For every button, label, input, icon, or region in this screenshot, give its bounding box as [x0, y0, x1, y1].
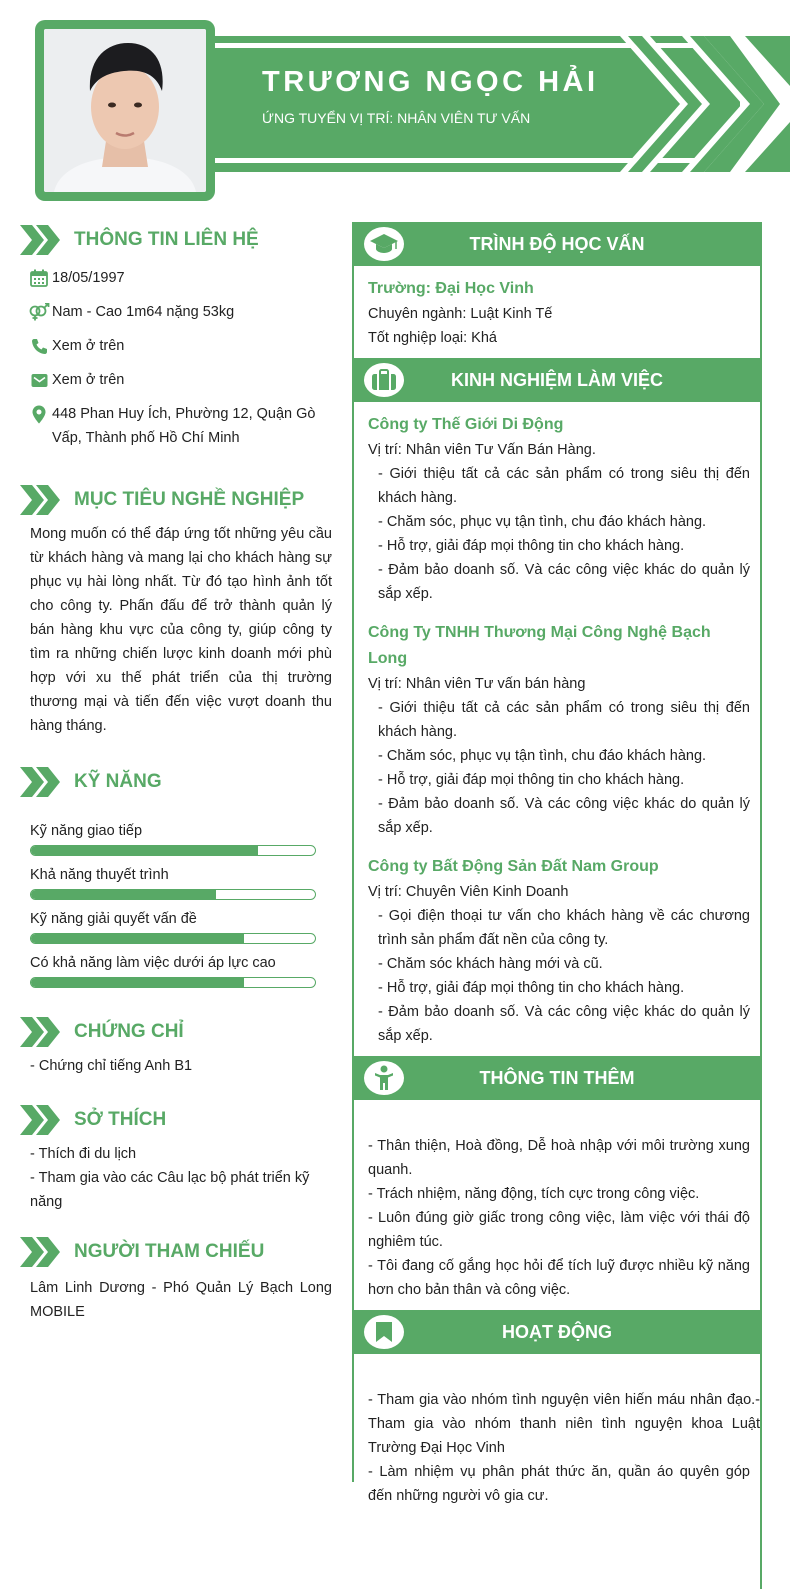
job-task: - Hỗ trợ, giải đáp mọi thông tin cho khách hàng. [378, 772, 685, 788]
skill-level-bar [30, 977, 316, 988]
phone-icon [28, 334, 50, 358]
school-name: Trường: Đại Học Vinh [368, 280, 534, 297]
double-chevron-icon [20, 485, 68, 515]
right-column [352, 222, 762, 1504]
double-chevron-icon [20, 767, 68, 797]
briefcase-icon [364, 363, 404, 397]
graduation-cap-icon [364, 227, 404, 261]
job-task: - Gọi điện thoại tư vấn cho khách hàng về các chương trình sản phẩm đất nền của công ty. [378, 908, 750, 948]
company-name: Công ty Thế Giới Di Động [368, 416, 564, 433]
double-chevron-icon [20, 1237, 68, 1267]
skill-level-fill [31, 846, 258, 855]
skill-level-bar [30, 845, 316, 856]
hobby-item: - Tham gia vào các Câu lạc bộ phát triển kỹ năng [30, 1170, 310, 1210]
person-icon [364, 1061, 404, 1095]
candidate-name: TRƯƠNG NGỌC HẢI [262, 66, 599, 98]
header [0, 0, 790, 210]
major: Chuyên ngành: Luật Kinh Tế [368, 306, 553, 322]
double-chevron-icon [20, 1105, 68, 1135]
job-task: - Đảm bảo doanh số. Và các công việc khác do quản lý sắp xếp. [378, 1004, 750, 1044]
section-title: MỤC TIÊU NGHỀ NGHIỆP [74, 489, 305, 510]
profile-photo-frame [35, 20, 215, 201]
extra-item: - Tôi đang cố gắng học hỏi để tích luỹ được nhiều kỹ năng hơn cho bản thân và công việc. [368, 1258, 750, 1298]
bookmark-icon [364, 1315, 404, 1349]
email-icon [28, 368, 50, 392]
skill-level-bar [30, 933, 316, 944]
job-task: - Giới thiệu tất cả các sản phẩm có trong siêu thị đến khách hàng. [378, 700, 750, 740]
experience-body [354, 402, 760, 1048]
applied-position: ỨNG TUYỂN VỊ TRÍ: NHÂN VIÊN TƯ VẤN [262, 110, 531, 126]
reference-text: Lâm Linh Dương - Phó Quản Lý Bạch Long MOBILE [30, 1280, 332, 1320]
activity-item: - Tham gia vào nhóm tình nguyện viên hiến máu nhân đạo.- Tham gia vào nhóm thanh niên tình nguyện khoa Luật Trường Đại Học Vinh [368, 1392, 760, 1456]
extra-item: - Trách nhiệm, năng động, tích cực trong công việc. [368, 1186, 700, 1202]
section-title: KỸ NĂNG [74, 771, 162, 792]
section-header-experience [354, 358, 760, 402]
skills-list [20, 820, 332, 988]
section-title: CHỨNG CHỈ [74, 1021, 184, 1042]
section-header-hobbies [20, 1102, 332, 1138]
section-header-objective [20, 482, 332, 518]
graduation-grade: Tốt nghiệp loại: Khá [368, 330, 497, 346]
skill-item: Kỹ năng giao tiếp [30, 820, 332, 856]
job-role: Vị trí: Chuyên Viên Kinh Doanh [368, 884, 569, 900]
section-header-activities [354, 1310, 760, 1354]
section-header-education [354, 222, 760, 266]
contact-gender: Nam - Cao 1m64 nặng 53kg [28, 300, 332, 324]
contact-address: 448 Phan Huy Ích, Phường 12, Quận Gò Vấp, Thành phố Hồ Chí Minh [28, 402, 332, 450]
company-name: Công ty Bất Động Sản Đất Nam Group [368, 858, 659, 875]
skill-level-bar [30, 889, 316, 900]
job-item [368, 854, 750, 1048]
left-column [20, 222, 332, 1324]
company-name: Công Ty TNHH Thương Mại Công Nghệ Bạch Long [368, 624, 711, 667]
objective-text: Mong muốn có thể đáp ứng tốt những yêu cầu từ khách hàng và mang lại cho khách hàng sự phục vụ hài lòng nhất. Từ đó tạo hình ảnh tốt cho công ty. Phấn đấu để trở thành quản lý bán hàng khu vực của công ty, giúp công ty tìm ra những chiến lược kinh doanh mới phù hợp với xu thế phát triển của thị trường thương mại và tiến đến việc vượt doanh thu hàng tháng. [30, 526, 332, 734]
location-pin-icon [28, 402, 50, 426]
section-header-references [20, 1234, 332, 1270]
job-task: - Chăm sóc, phục vụ tận tình, chu đáo khách hàng. [378, 514, 707, 530]
job-task: - Hỗ trợ, giải đáp mọi thông tin cho khách hàng. [378, 538, 685, 554]
header-chevrons-decoration [620, 36, 790, 176]
section-header-extra [354, 1056, 760, 1100]
job-role: Vị trí: Nhân viên Tư Vấn Bán Hàng. [368, 442, 596, 458]
double-chevron-icon [20, 1017, 68, 1047]
double-chevron-icon [20, 225, 68, 255]
skill-item: Kỹ năng giải quyết vấn đề [30, 908, 332, 944]
right-border-tail [760, 1482, 762, 1589]
section-title: THÔNG TIN LIÊN HỆ [74, 229, 259, 250]
contact-phone: Xem ở trên [28, 334, 332, 358]
section-title: HOẠT ĐỘNG [502, 1321, 612, 1342]
section-title: THÔNG TIN THÊM [479, 1067, 635, 1088]
extra-body [354, 1100, 760, 1310]
job-task: - Chăm sóc, phục vụ tận tình, chu đáo khách hàng. [378, 748, 707, 764]
section-header-certificates [20, 1014, 332, 1050]
contact-birthday: 18/05/1997 [28, 266, 332, 290]
skill-item: Có khả năng làm việc dưới áp lực cao [30, 952, 332, 988]
section-title: SỞ THÍCH [74, 1109, 167, 1130]
section-header-contact [20, 222, 332, 258]
skill-level-fill [31, 890, 216, 899]
extra-item: - Thân thiện, Hoà đồng, Dễ hoà nhập với môi trường xung quanh. [368, 1138, 750, 1178]
job-task: - Đảm bảo doanh số. Và các công việc khác do quản lý sắp xếp. [378, 562, 750, 602]
extra-item: - Luôn đúng giờ giấc trong công việc, làm việc với thái độ nghiêm túc. [368, 1210, 750, 1250]
hobby-item: - Thích đi du lịch [30, 1146, 137, 1162]
activities-body [354, 1354, 760, 1516]
gender-icon [28, 300, 50, 324]
job-item [368, 620, 750, 840]
job-task: - Đảm bảo doanh số. Và các công việc khác do quản lý sắp xếp. [378, 796, 750, 836]
education-body [354, 266, 760, 358]
section-title: KINH NGHIỆM LÀM VIỆC [450, 369, 663, 390]
contact-email: Xem ở trên [28, 368, 332, 392]
avatar [44, 29, 206, 192]
skill-level-fill [31, 934, 244, 943]
calendar-icon [28, 266, 50, 290]
section-title: TRÌNH ĐỘ HỌC VẤN [469, 233, 645, 254]
skill-item: Khả năng thuyết trình [30, 864, 332, 900]
job-task: - Giới thiệu tất cả các sản phẩm có trong siêu thị đến khách hàng. [378, 466, 750, 506]
job-task: - Chăm sóc khách hàng mới và cũ. [378, 956, 603, 972]
profile-photo [44, 29, 206, 192]
skill-level-fill [31, 978, 244, 987]
section-header-skills [20, 764, 332, 800]
activity-item: - Làm nhiệm vụ phân phát thức ăn, quần áo quyên góp đến những người vô gia cư. [368, 1464, 750, 1504]
section-title: NGƯỜI THAM CHIẾU [74, 1241, 265, 1262]
job-item [368, 412, 750, 606]
job-task: - Hỗ trợ, giải đáp mọi thông tin cho khách hàng. [378, 980, 685, 996]
job-role: Vị trí: Nhân viên Tư vấn bán hàng [368, 676, 586, 692]
certificate-item: - Chứng chỉ tiếng Anh B1 [30, 1058, 193, 1074]
